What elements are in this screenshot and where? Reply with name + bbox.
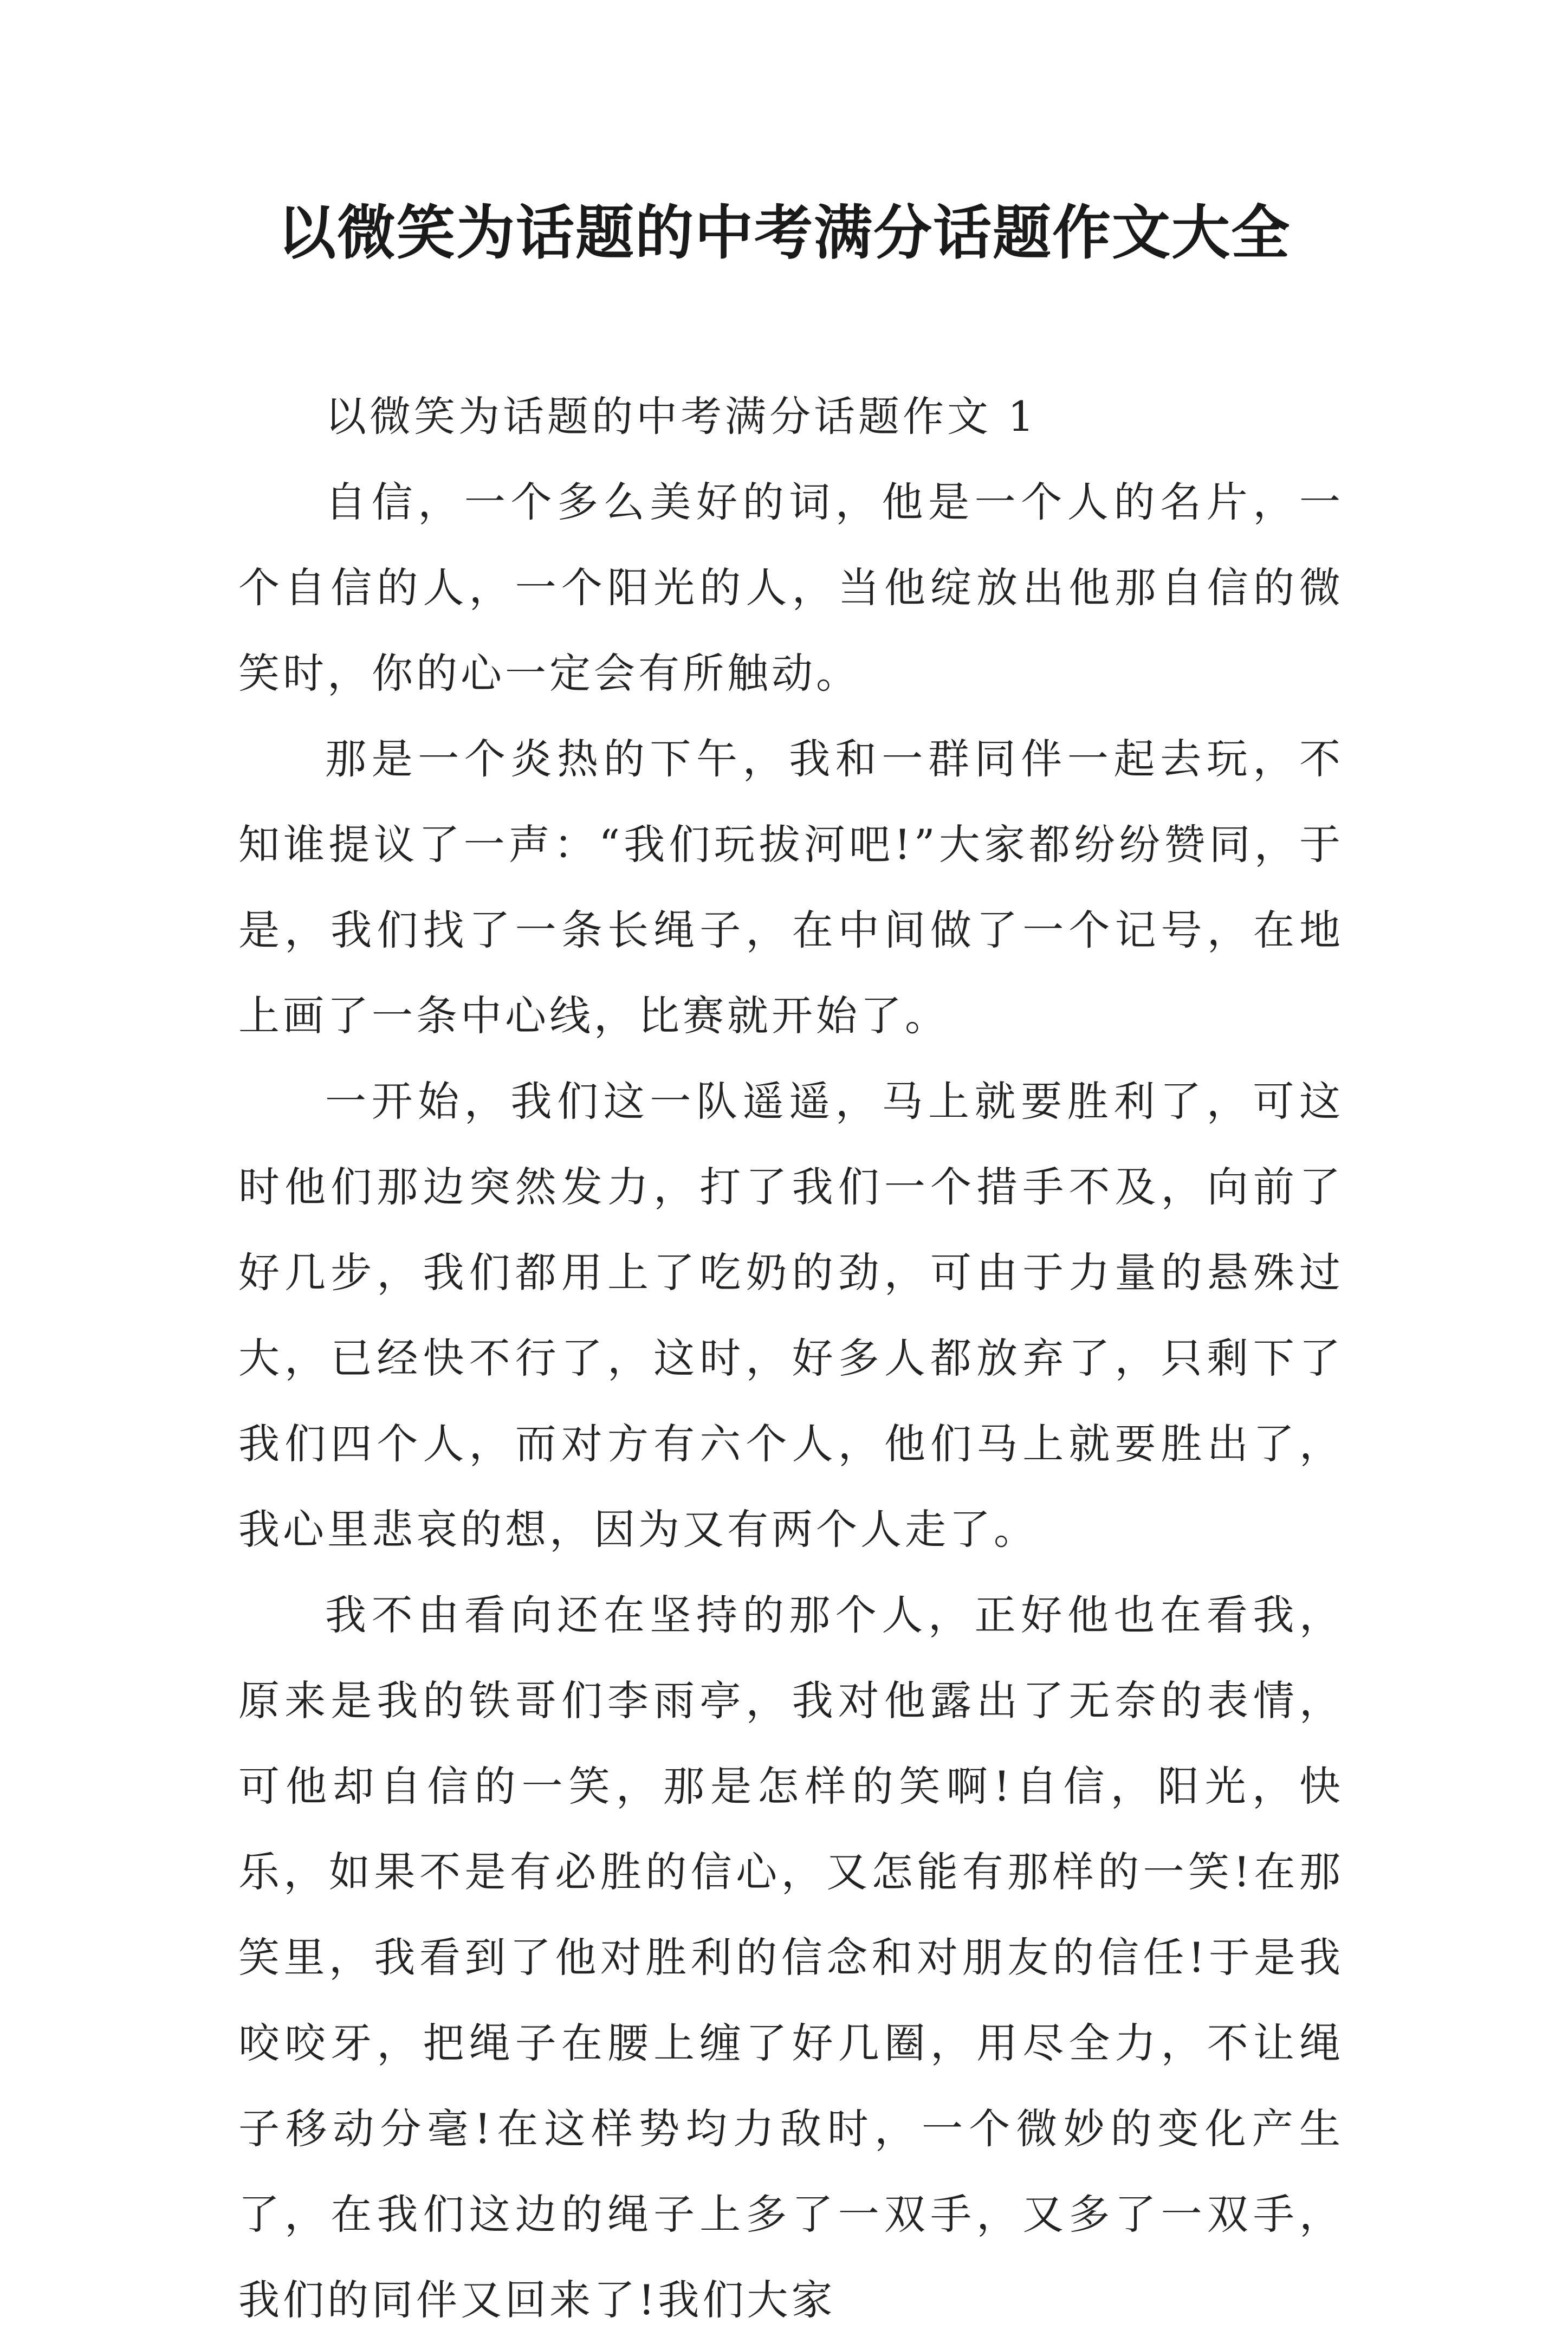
paragraph-2: 那是一个炎热的下午，我和一群同伴一起去玩，不知谁提议了一声：“我们玩拔河吧!”大家都纷纷赞同，于是，我们找了一条长绳子，在中间做了一个记号，在地上画了一条中心线，比赛就开始了。: [238, 735, 1344, 1040]
paragraph-4: 我不由看向还在坚持的那个人，正好他也在看我，原来是我的铁哥们李雨亭，我对他露出了无奈的表情，可他却自信的一笑，那是怎样的笑啊!自信，阳光，快乐，如果不是有必胜的信心，又怎能有那样的一笑!在那笑里，我看到了他对胜利的信念和对朋友的信任!于是我咬咬牙，把绳子在腰上缠了好几圈，用尽全力，不让绳子移动分毫!在这样势均力敌时，一个微妙的变化产生了，在我们这边的绳子上多了一双手，又多了一双手，我们的同伴又回来了!我们大家: [238, 1591, 1344, 2324]
essay-subtitle: 以微笑为话题的中考满分话题作文 1: [325, 392, 1038, 441]
paragraph-3: 一开始，我们这一队遥遥，马上就要胜利了，可这时他们那边突然发力，打了我们一个措手不及，向前了好几步，我们都用上了吃奶的劲，可由于力量的悬殊过大，已经快不行了，这时，好多人都放弃了，只剩下了我们四个人，而对方有六个人，他们马上就要胜出了，我心里悲哀的想，因为又有两个人走了。: [238, 1077, 1344, 1554]
document-title: 以微笑为话题的中考满分话题作文大全: [277, 199, 1291, 267]
document-body: [238, 374, 1344, 2343]
paragraph-1: 自信，一个多么美好的词，他是一个人的名片，一个自信的人，一个阳光的人，当他绽放出他那自信的微笑时，你的心一定会有所触动。: [238, 478, 1344, 697]
